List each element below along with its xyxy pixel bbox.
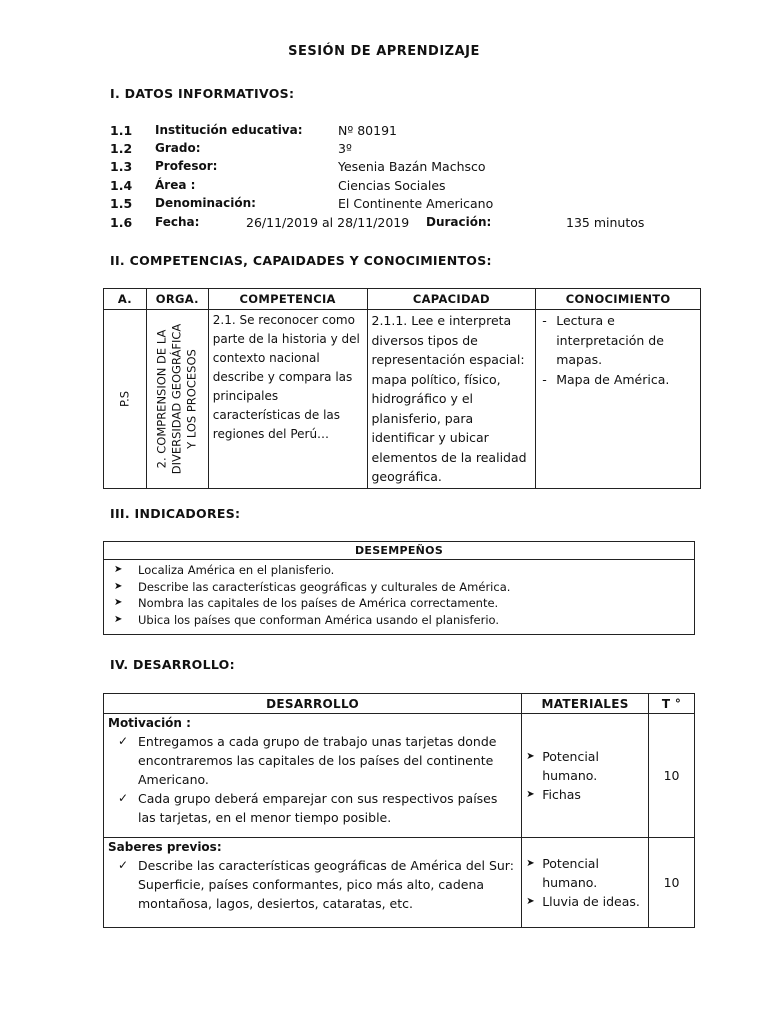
desarrollo-table <box>103 693 695 928</box>
arrow-bullet-icon: ➤ <box>114 597 123 608</box>
table-header-row <box>104 542 695 560</box>
list-item <box>114 612 694 629</box>
desempeno-text: Ubica los países que conforman América usando el planisferio. <box>138 612 500 627</box>
column-header: CAPACIDAD <box>367 289 536 310</box>
section-heading-competencias: II. COMPETENCIAS, CAPAIDADES Y CONOCIMIENTOS: <box>110 253 492 268</box>
list-item <box>542 311 696 370</box>
dash-bullet: - <box>542 313 547 328</box>
desempeno-text: Describe las características geográficas y culturales de América. <box>138 579 511 594</box>
arrow-bullet-icon: ➤ <box>526 751 535 762</box>
list-item <box>108 856 517 913</box>
phase-cell <box>104 714 522 838</box>
arrow-bullet-icon: ➤ <box>114 613 123 625</box>
duracion-value: 135 minutos <box>566 215 645 230</box>
list-item <box>526 854 644 892</box>
arrow-bullet-icon: ➤ <box>526 858 535 869</box>
list-item <box>114 595 694 612</box>
section-heading-desarrollo: IV. DESARROLLO: <box>110 657 235 672</box>
info-label: Grado: <box>155 141 201 155</box>
info-value: Nº 80191 <box>338 123 397 138</box>
info-number: 1.2 <box>110 141 133 156</box>
info-row-fecha <box>110 215 670 233</box>
dash-bullet: - <box>542 371 547 387</box>
material-text: Potencial humano. <box>542 856 599 890</box>
list-item <box>114 562 694 579</box>
area-text: P.S <box>117 390 132 407</box>
materials-cell <box>522 714 649 838</box>
indicadores-table <box>103 541 695 635</box>
table-header-row <box>104 694 695 714</box>
info-row <box>110 196 670 214</box>
activity-text: Entregamos a cada grupo de trabajo unas tarjetas donde encontraremos las capitales de los países del continente Americano. <box>138 734 497 787</box>
list-item <box>114 579 694 596</box>
arrow-bullet-icon: ➤ <box>114 580 123 592</box>
check-icon: ✓ <box>117 734 129 748</box>
column-header: A. <box>104 289 147 310</box>
column-header: T ° <box>649 694 695 714</box>
orga-line: DIVERSIDAD GEOGRÁFICA <box>169 323 184 475</box>
info-label: Fecha: <box>155 215 200 229</box>
material-text: Potencial humano. <box>542 749 599 783</box>
info-value: 3º <box>338 141 352 156</box>
info-number: 1.4 <box>110 178 133 193</box>
info-row <box>110 123 670 141</box>
document-title: SESIÓN DE APRENDIZAJE <box>288 44 480 59</box>
column-header: MATERIALES <box>522 694 649 714</box>
arrow-bullet-icon: ➤ <box>526 896 535 907</box>
column-header: CONOCIMIENTO <box>536 289 701 310</box>
list-item <box>108 732 517 789</box>
info-number: 1.6 <box>110 215 133 230</box>
material-text: Fichas <box>542 787 581 802</box>
table-row <box>104 838 695 928</box>
area-cell <box>104 310 147 489</box>
orga-line: Y LOS PROCESOS <box>184 348 199 449</box>
competencia-text: 2.1. Se reconocer como parte de la historia y del contexto nacional describe y compara las principales características de las regiones del Perú… <box>212 313 360 441</box>
list-item <box>526 785 644 804</box>
phase-cell <box>104 838 522 928</box>
info-value: Ciencias Sociales <box>338 178 446 193</box>
table-row <box>104 560 695 635</box>
list-item <box>542 370 696 390</box>
column-header: DESARROLLO <box>104 694 522 714</box>
table-row <box>104 310 701 489</box>
capacidad-text: 2.1.1. Lee e interpreta diversos tipos de representación espacial: mapa político, físico, hidrográfico y el planisferio, para identificar y ubicar elementos de la realidad geográfica. <box>371 313 527 484</box>
activity-text: Describe las características geográficas de América del Sur: Superficie, países conformantes, pico más alto, cadena montañosa, lagos, desiertos, cataratas, etc. <box>138 858 514 911</box>
list-item <box>526 747 644 785</box>
materials-cell <box>522 838 649 928</box>
time-cell: 10 <box>649 838 695 928</box>
info-number: 1.1 <box>110 123 133 138</box>
info-label: Institución educativa: <box>155 123 303 137</box>
info-value: Yesenia Bazán Machsco <box>338 159 486 174</box>
list-item <box>108 789 517 827</box>
fecha-value: 26/11/2019 al 28/11/2019 <box>246 215 410 230</box>
conocimiento-item: Lectura e interpretación de mapas. <box>556 313 664 367</box>
conocimiento-cell <box>536 310 701 489</box>
section-heading-datos: I. DATOS INFORMATIVOS: <box>110 86 295 101</box>
check-icon: ✓ <box>117 858 129 872</box>
capacidad-cell <box>367 310 536 489</box>
list-item <box>526 892 644 911</box>
conocimiento-list <box>536 310 700 389</box>
check-icon: ✓ <box>117 791 129 805</box>
section-heading-indicadores: III. INDICADORES: <box>110 506 241 521</box>
phase-title: Saberes previos: <box>108 840 222 854</box>
column-header: DESEMPEÑOS <box>104 542 695 560</box>
info-value: El Continente Americano <box>338 196 494 211</box>
info-row <box>110 141 670 159</box>
info-number: 1.3 <box>110 159 133 174</box>
info-row <box>110 178 670 196</box>
info-label: Denominación: <box>155 196 256 210</box>
material-text: Lluvia de ideas. <box>542 894 640 909</box>
desempeno-text: Localiza América en el planisferio. <box>138 563 335 577</box>
orga-text <box>155 323 200 474</box>
activity-text: Cada grupo deberá emparejar con sus respectivos países las tarjetas, en el menor tiempo posible. <box>138 791 498 825</box>
orga-line: 2. COMPRENSION DE LA <box>154 329 169 469</box>
column-header: COMPETENCIA <box>208 289 367 310</box>
info-number: 1.5 <box>110 196 133 211</box>
info-row <box>110 159 670 177</box>
conocimiento-item: Mapa de América. <box>556 371 670 387</box>
info-label: Profesor: <box>155 159 218 173</box>
arrow-bullet-icon: ➤ <box>114 564 123 575</box>
column-header: ORGA. <box>146 289 208 310</box>
table-header-row <box>104 289 701 310</box>
orga-cell <box>146 310 208 489</box>
desempenos-cell <box>104 560 695 635</box>
info-label: Área : <box>155 178 196 192</box>
table-row <box>104 714 695 838</box>
duracion-label: Duración: <box>426 215 492 229</box>
competencias-table <box>103 288 701 489</box>
time-cell: 10 <box>649 714 695 838</box>
arrow-bullet-icon: ➤ <box>526 789 535 800</box>
competencia-cell <box>208 310 367 489</box>
phase-title: Motivación : <box>108 716 191 730</box>
desempeno-text: Nombra las capitales de los países de América correctamente. <box>138 596 499 610</box>
